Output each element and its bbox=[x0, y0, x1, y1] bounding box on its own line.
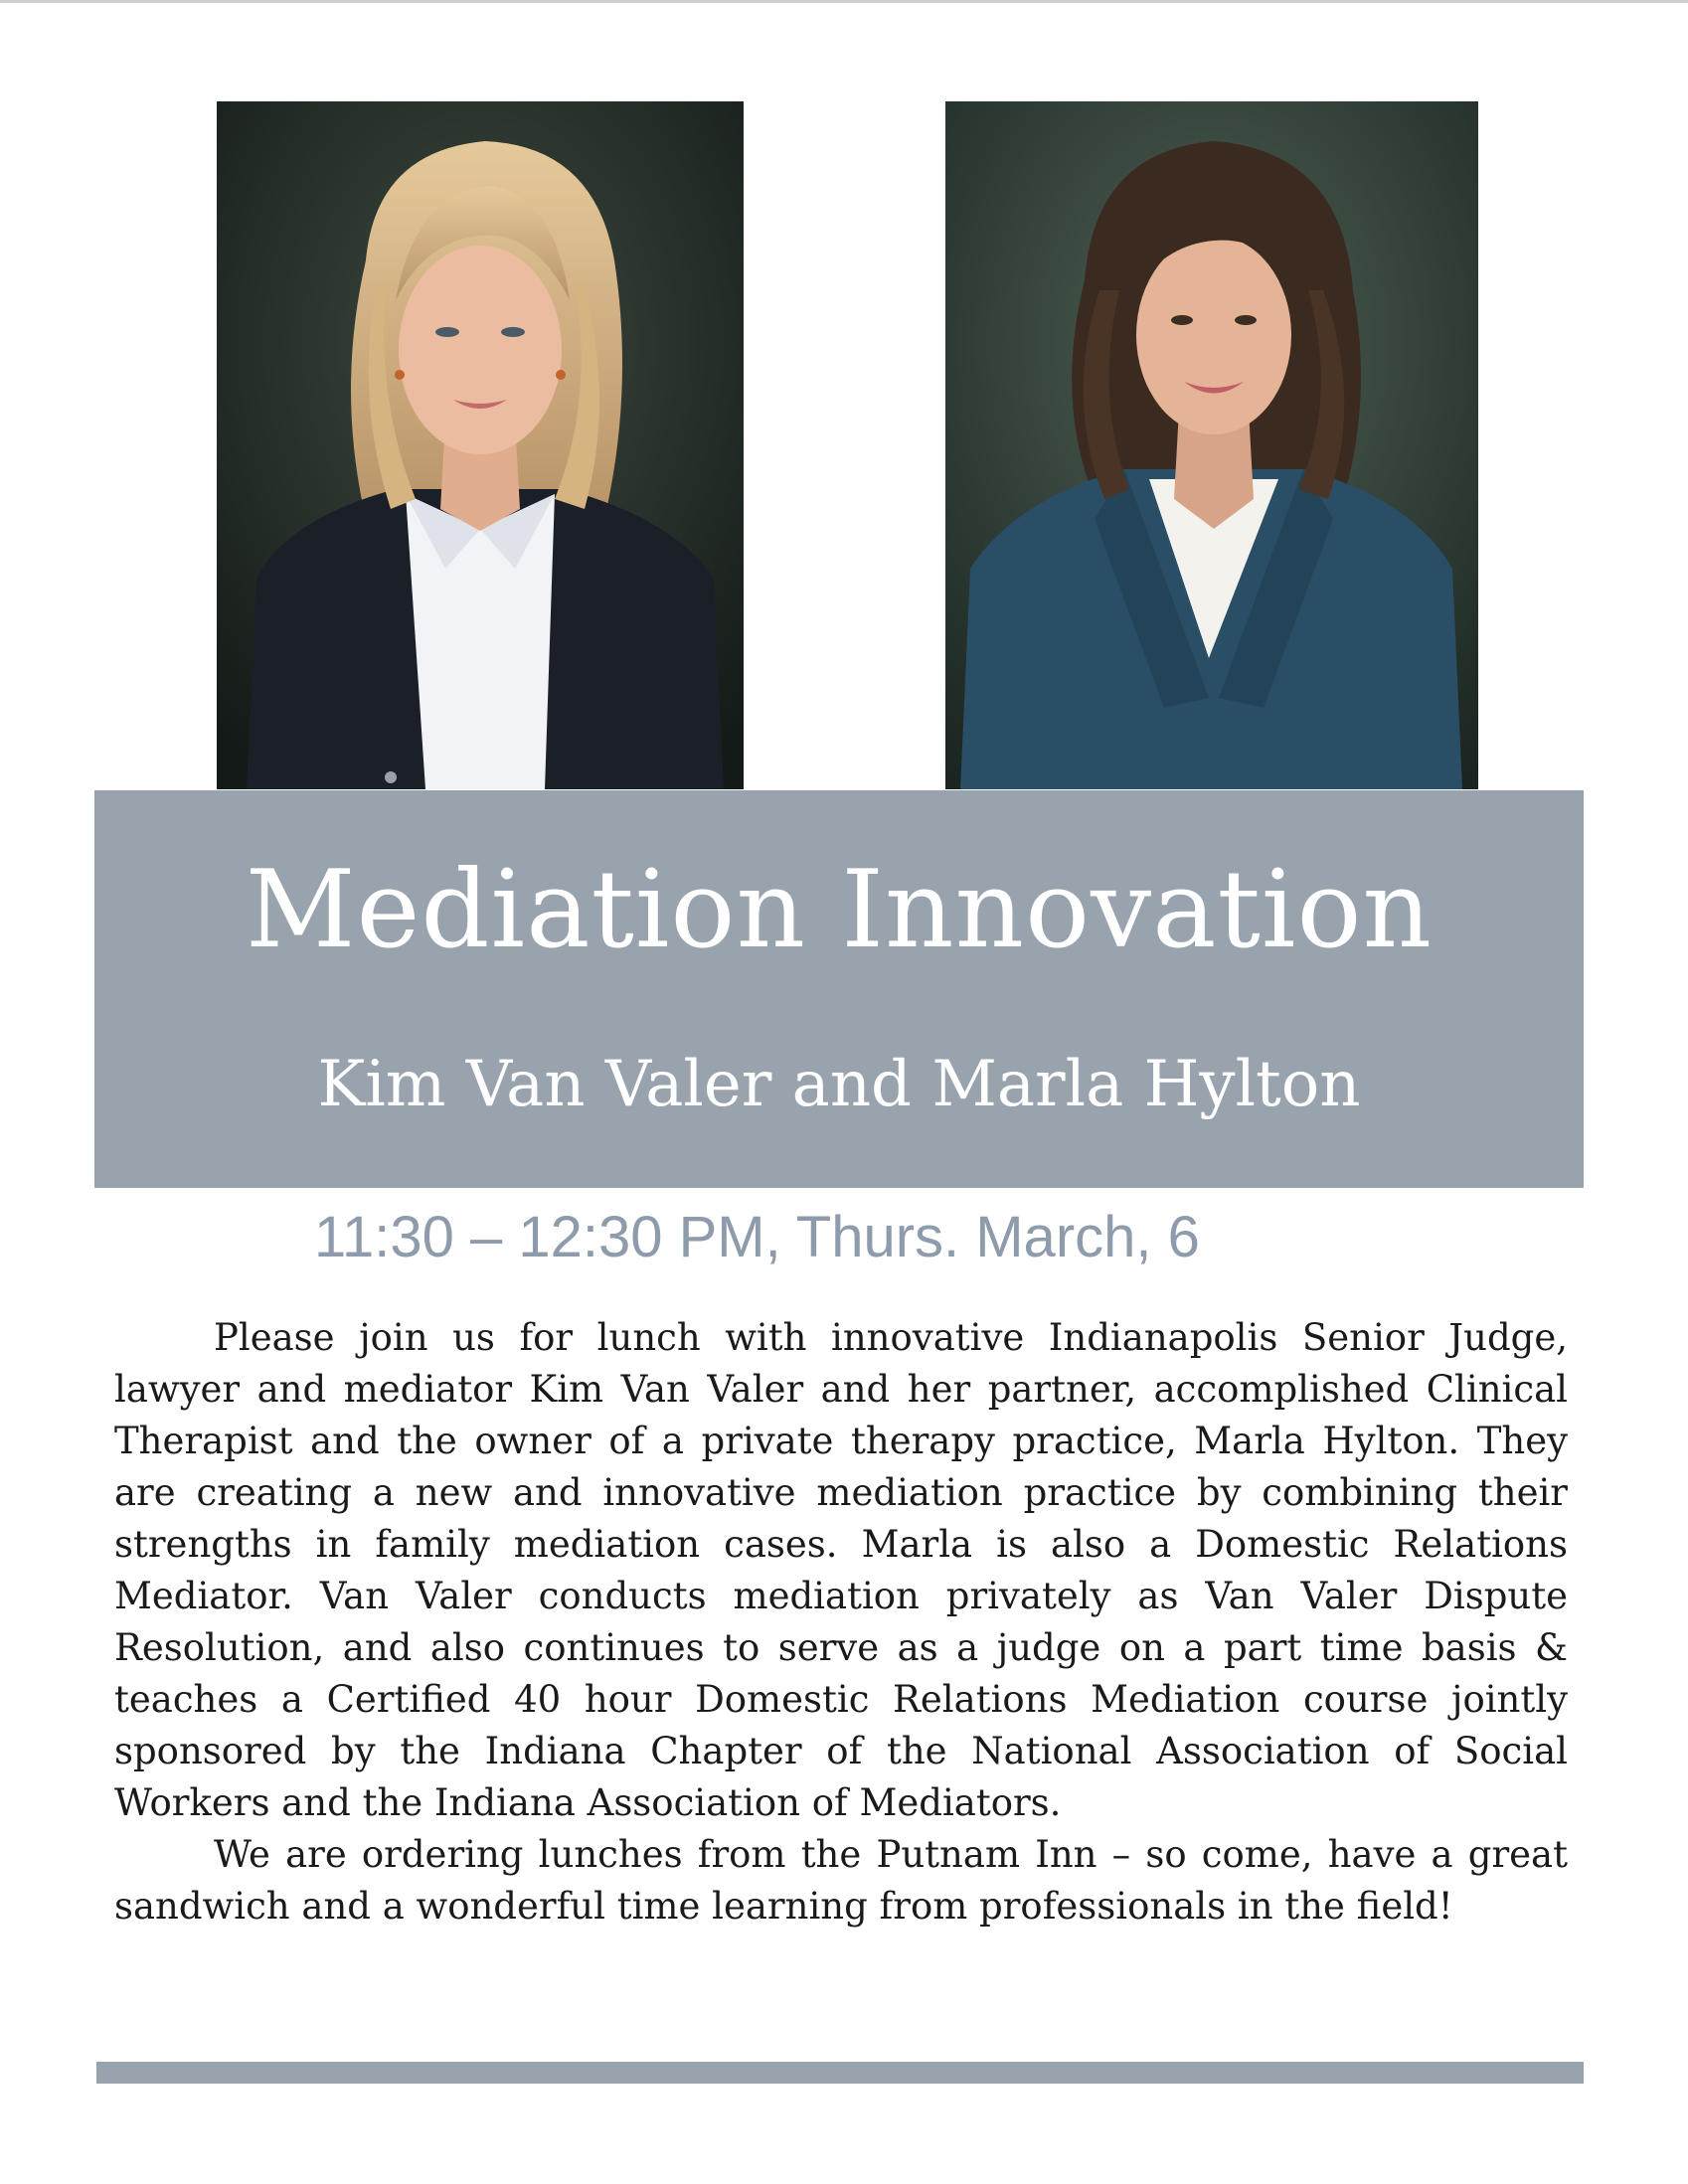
event-title: Mediation Innovation bbox=[245, 848, 1434, 972]
event-time: 11:30 – 12:30 PM, Thurs. March, 6 bbox=[314, 1205, 1200, 1269]
footer-bar bbox=[96, 2062, 1584, 2084]
portrait-kim-van-valer bbox=[217, 101, 744, 789]
scan-edge bbox=[0, 0, 1688, 3]
portrait-marla-hylton bbox=[945, 101, 1478, 789]
speakers-line: Kim Van Valer and Marla Hylton bbox=[317, 1048, 1361, 1121]
description-paragraph: Please join us for lunch with innovative Indianapolis Senior Judge, lawyer and mediator Kim Van Valer and her partner, accomplished Clinical Therapist and the owner of a private therapy practice, Marla Hylton. They are creating a new and innovative mediation practice by combining their strengths in family mediation cases. Marla is also a Domestic Relations Mediator. Van Valer conducts mediation privately as Van Valer Dispute Resolution, and also continues to serve as a judge on a part time basis & teaches a Certified 40 hour Domestic Relations Mediation course jointly sponsored by the Indiana Chapter of the National Association of Social Workers and the Indiana Association of Mediators. bbox=[114, 1316, 1568, 1824]
event-description bbox=[114, 1312, 1568, 1932]
description-paragraph: We are ordering lunches from the Putnam Inn – so come, have a great sandwich and a wonderful time learning from professionals in the field! bbox=[114, 1833, 1568, 1928]
title-banner bbox=[94, 790, 1584, 1188]
